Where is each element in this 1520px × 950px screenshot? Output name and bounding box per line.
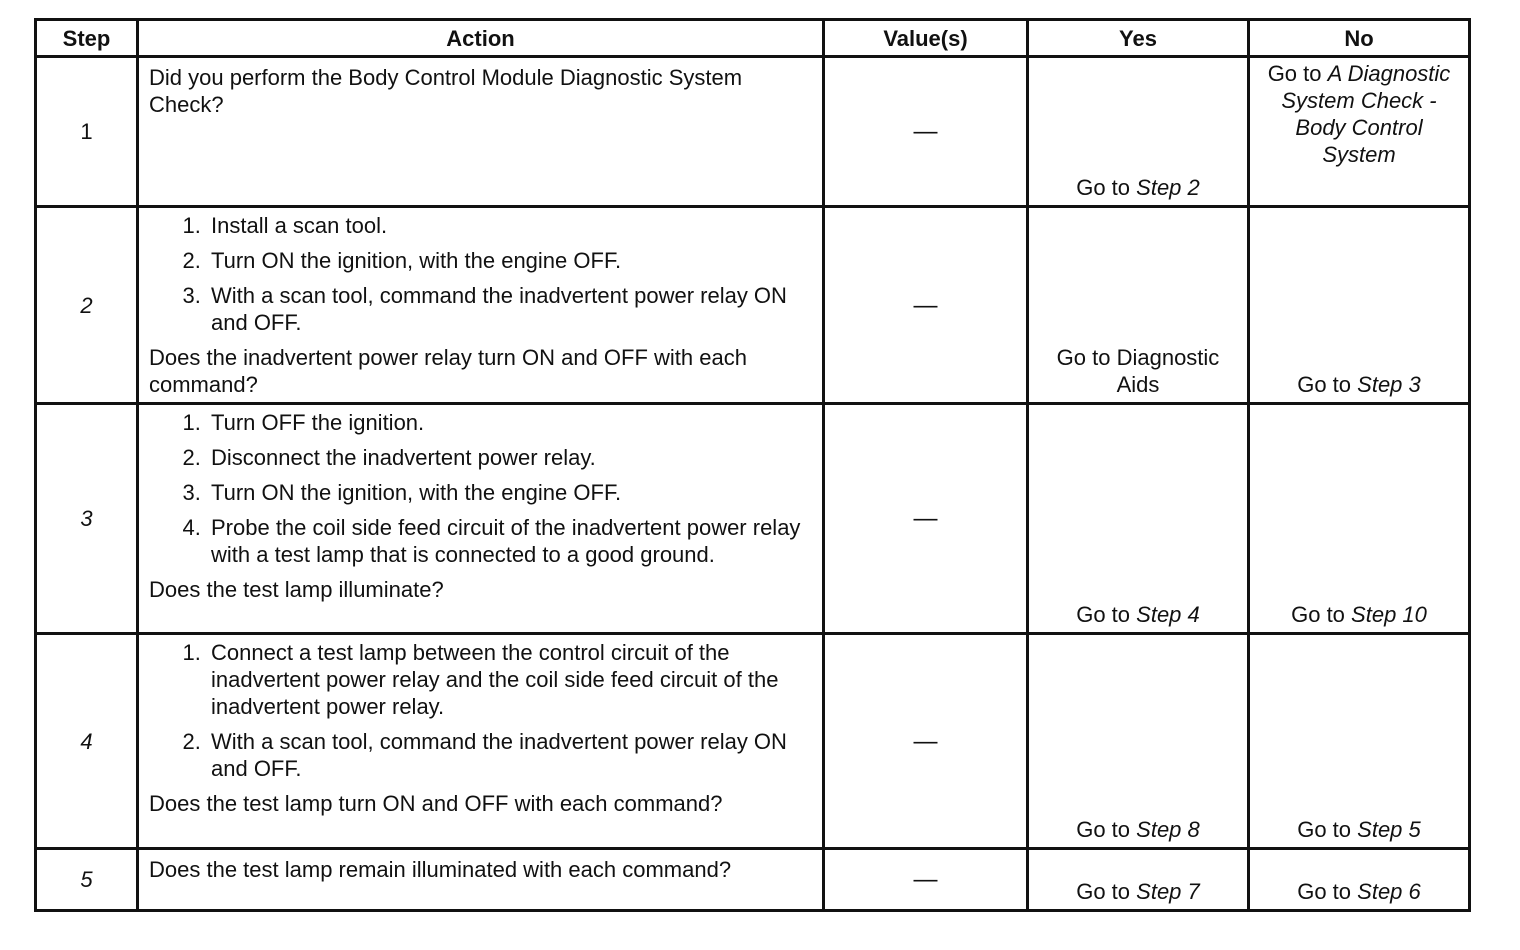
yes-cell — [1028, 404, 1249, 634]
value-cell: — — [824, 849, 1028, 911]
table-row — [36, 207, 1470, 404]
action-step: 2. Disconnect the inadvertent power relay. — [207, 444, 812, 471]
no-prefix: Go to — [1267, 61, 1322, 86]
yes-link[interactable]: Step 4 — [1136, 602, 1200, 627]
no-prefix: Go to — [1291, 602, 1345, 627]
no-link[interactable]: Step 3 — [1357, 372, 1421, 397]
table-row — [36, 57, 1470, 207]
action-step: 1. Connect a test lamp between the control circuit of the inadvertent power relay and the coil side feed circuit of the inadvertent power relay. — [207, 639, 812, 720]
header-action: Action — [138, 20, 824, 57]
action-step: 1. Turn OFF the ignition. — [207, 409, 812, 436]
diagnostic-table — [34, 18, 1471, 912]
yes-link[interactable]: Step 2 — [1136, 175, 1200, 200]
action-question: Does the test lamp turn ON and OFF with each command? — [149, 791, 723, 816]
header-yes: Yes — [1028, 20, 1249, 57]
step-number: 4 — [36, 634, 138, 849]
yes-prefix: Go to — [1076, 175, 1131, 200]
yes-cell — [1028, 57, 1249, 207]
yes-cell — [1028, 634, 1249, 849]
action-step: 3. With a scan tool, command the inadvertent power relay ON and OFF. — [207, 282, 812, 336]
yes-prefix: Go to — [1076, 879, 1131, 904]
action-cell — [138, 404, 824, 634]
action-step: 1. Install a scan tool. — [207, 212, 812, 239]
table-row — [36, 849, 1470, 911]
value-cell: — — [824, 207, 1028, 404]
value-cell: — — [824, 404, 1028, 634]
header-values: Value(s) — [824, 20, 1028, 57]
action-cell — [138, 57, 824, 207]
no-link[interactable]: Step 10 — [1351, 602, 1427, 627]
yes-prefix: Go to — [1076, 817, 1131, 842]
action-cell — [138, 849, 824, 911]
action-question: Does the inadvertent power relay turn ON and OFF with each command? — [149, 345, 747, 397]
action-cell — [138, 207, 824, 404]
yes-cell — [1028, 849, 1249, 911]
step-number: 3 — [36, 404, 138, 634]
step-number: 2 — [36, 207, 138, 404]
header-row — [36, 20, 1470, 57]
yes-link[interactable]: Step 7 — [1136, 879, 1200, 904]
yes-link[interactable]: Step 8 — [1136, 817, 1200, 842]
no-prefix: Go to — [1297, 817, 1352, 842]
step-number: 5 — [36, 849, 138, 911]
action-question: Did you perform the Body Control Module Diagnostic System Check? — [149, 65, 743, 117]
value-cell: — — [824, 634, 1028, 849]
header-no: No — [1249, 20, 1470, 57]
action-step: 2. With a scan tool, command the inadvertent power relay ON and OFF. — [207, 728, 812, 782]
no-cell — [1249, 404, 1470, 634]
action-steps-list — [149, 409, 812, 568]
action-question: Does the test lamp remain illuminated with each command? — [149, 857, 732, 882]
action-steps-list — [149, 212, 812, 336]
value-cell: — — [824, 57, 1028, 207]
no-prefix: Go to — [1297, 372, 1352, 397]
no-cell — [1249, 849, 1470, 911]
no-cell — [1249, 207, 1470, 404]
header-step: Step — [36, 20, 138, 57]
no-cell — [1249, 634, 1470, 849]
yes-prefix: Go to — [1076, 602, 1131, 627]
table-row — [36, 634, 1470, 849]
table-row — [36, 404, 1470, 634]
action-step: 3. Turn ON the ignition, with the engine OFF. — [207, 479, 812, 506]
yes-link[interactable]: Go to Diagnostic Aids — [1056, 345, 1220, 397]
action-step: 2. Turn ON the ignition, with the engine OFF. — [207, 247, 812, 274]
no-cell — [1249, 57, 1470, 207]
action-question: Does the test lamp illuminate? — [149, 577, 444, 602]
no-link[interactable]: A Diagnostic System Check - Body Control System — [1281, 61, 1451, 167]
action-step: 4. Probe the coil side feed circuit of the inadvertent power relay with a test lamp that is connected to a good ground. — [207, 514, 812, 568]
action-steps-list — [149, 639, 812, 782]
no-link[interactable]: Step 6 — [1357, 879, 1421, 904]
no-link[interactable]: Step 5 — [1357, 817, 1421, 842]
yes-cell — [1028, 207, 1249, 404]
no-prefix: Go to — [1297, 879, 1352, 904]
action-cell — [138, 634, 824, 849]
step-number: 1 — [36, 57, 138, 207]
